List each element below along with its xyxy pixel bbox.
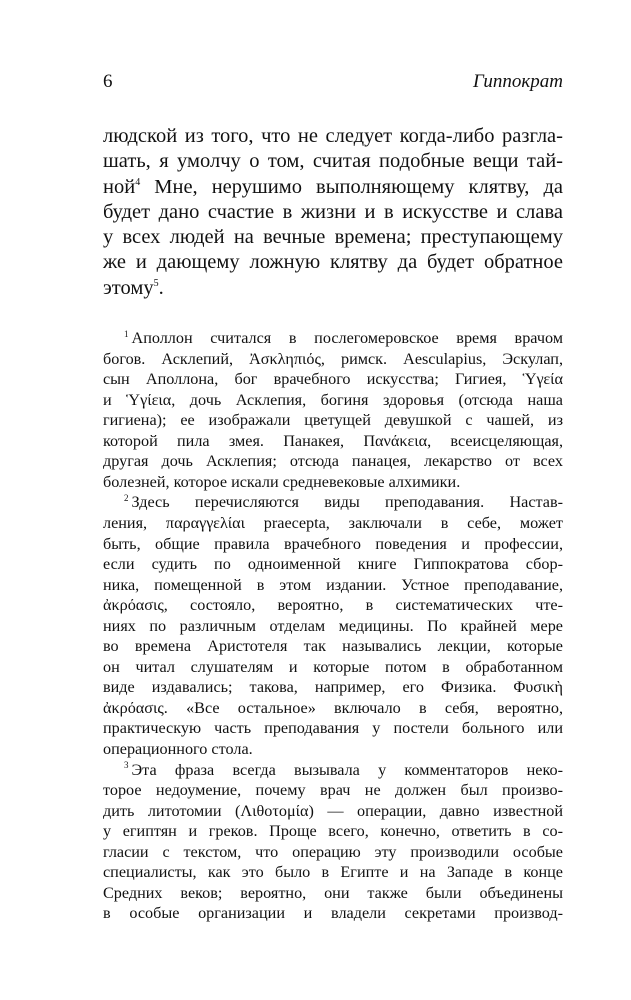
main-line-6: же и дающему ложную клятву да будет обратное bbox=[103, 251, 563, 274]
main-line-5: у всех людей на вечные времена; преступающему bbox=[103, 226, 563, 249]
footnote-line: в особые организации и владели секретами производ- bbox=[103, 904, 563, 923]
footnote-line: торое недоумение, почему врач не должен был произво- bbox=[103, 781, 563, 800]
main-line-4: будет дано счастие в жизни и в искусстве и слава bbox=[103, 200, 563, 223]
footnotes bbox=[103, 328, 563, 924]
footnote-line: богов. Асклепий, Ἀσκληπιός, римск. Aesculapius, Эскулап, bbox=[103, 349, 563, 368]
footnote-line: операционного стола. bbox=[103, 740, 253, 759]
footnote-line: ления, παραγγελίαι praecepta, заключали в себе, может bbox=[103, 514, 563, 532]
main-line-1: людской из того, что не следует когда-либо разгла- bbox=[103, 125, 563, 147]
page-number: 6 bbox=[103, 71, 113, 92]
page bbox=[103, 70, 563, 924]
main-line-2: шать, я умолчу о том, считая подобные вещи тай- bbox=[103, 150, 563, 173]
main-line-3-start: ной bbox=[103, 175, 136, 198]
footnote-line: и Ὑγίεια, дочь Асклепия, богиня здоровья (отсюда наша bbox=[103, 390, 563, 409]
footnote-line: ника, помещенной в этом издании. Устное преподавание, bbox=[103, 575, 563, 594]
footnote-3 bbox=[103, 760, 563, 924]
footnote-line: ἀκρόασις. «Все остальное» включало в себя, вероятно, bbox=[103, 698, 563, 717]
main-line-7-end: . bbox=[158, 276, 164, 299]
footnote-1 bbox=[103, 328, 563, 492]
footnote-line: специалисты, как это было в Египте и на Западе в конце bbox=[103, 863, 563, 882]
footnote-line: у египтян и греков. Проще всего, конечно, ответить в со- bbox=[103, 822, 563, 841]
footnote-line: которой пила змея. Панакея, Πανάκεια, всеисцеляющая, bbox=[103, 431, 563, 450]
footnote-line bbox=[103, 760, 563, 781]
running-title: Гиппократ bbox=[472, 71, 563, 92]
footnote-2 bbox=[103, 492, 563, 759]
footnote-line: ἀκρόασις, состояло, вероятно, в систематических чте- bbox=[103, 596, 563, 615]
footnote-text: Аполлон считался в послегомеровское время врачом bbox=[131, 329, 563, 348]
footnote-line: гласии с текстом, что операцию эту производили особые bbox=[103, 842, 563, 861]
footnote-line: если судить по одноименной книге Гиппократова сбор- bbox=[103, 555, 563, 574]
main-line-7-start: этому bbox=[103, 276, 154, 299]
footnote-line: ниях по различным отделам медицины. По крайней мере bbox=[103, 616, 563, 635]
footnote-line: сын Аполлона, бог врачебного искусства; Гигиея, Ὑγεία bbox=[103, 370, 563, 389]
footnote-line: практическую часть преподавания у постели больного или bbox=[103, 719, 563, 738]
footnote-number: 1 bbox=[124, 328, 129, 339]
footnote-line bbox=[103, 492, 563, 513]
footnote-line: быть, общие правила врачебного поведения и профессии, bbox=[103, 534, 563, 553]
footnote-line: виде издавались; такова, например, его Физика. Φυσικὴ bbox=[103, 678, 563, 697]
footnote-ref-4[interactable]: 4 bbox=[135, 176, 141, 188]
footnote-line: во времена Аристотеля так назывались лекции, которые bbox=[103, 637, 563, 656]
footnote-text: Здесь перечисляются виды преподавания. Настав- bbox=[131, 493, 563, 512]
footnote-line: Средних веков; вероятно, они также были объединены bbox=[103, 883, 563, 902]
footnote-number: 2 bbox=[124, 493, 129, 504]
main-line-3-rest: Мне, нерушимо выполняющему клятву, да bbox=[140, 175, 563, 198]
footnote-text: Эта фраза всегда вызывала у комментаторов неко- bbox=[131, 760, 563, 779]
main-line-7 bbox=[103, 276, 563, 301]
footnote-line: он читал слушателям и которые потом в обработанном bbox=[103, 657, 563, 676]
footnote-number: 3 bbox=[124, 760, 129, 771]
footnote-line: другая дочь Асклепия; отсюда панацея, лекарство от всех bbox=[103, 452, 563, 471]
footnote-line bbox=[103, 328, 563, 349]
main-text bbox=[103, 124, 563, 301]
running-head bbox=[103, 70, 563, 94]
main-line-3 bbox=[103, 175, 563, 200]
footnote-ref-5[interactable]: 5 bbox=[153, 277, 159, 289]
footnote-line: дить литотомии (Λιθοτομία) — операции, давно известной bbox=[103, 801, 563, 820]
footnote-line: гигиена); ее изображали цветущей девушкой с чашей, из bbox=[103, 411, 563, 430]
footnote-line: болезней, которое искали средневековые алхимики. bbox=[103, 472, 461, 491]
